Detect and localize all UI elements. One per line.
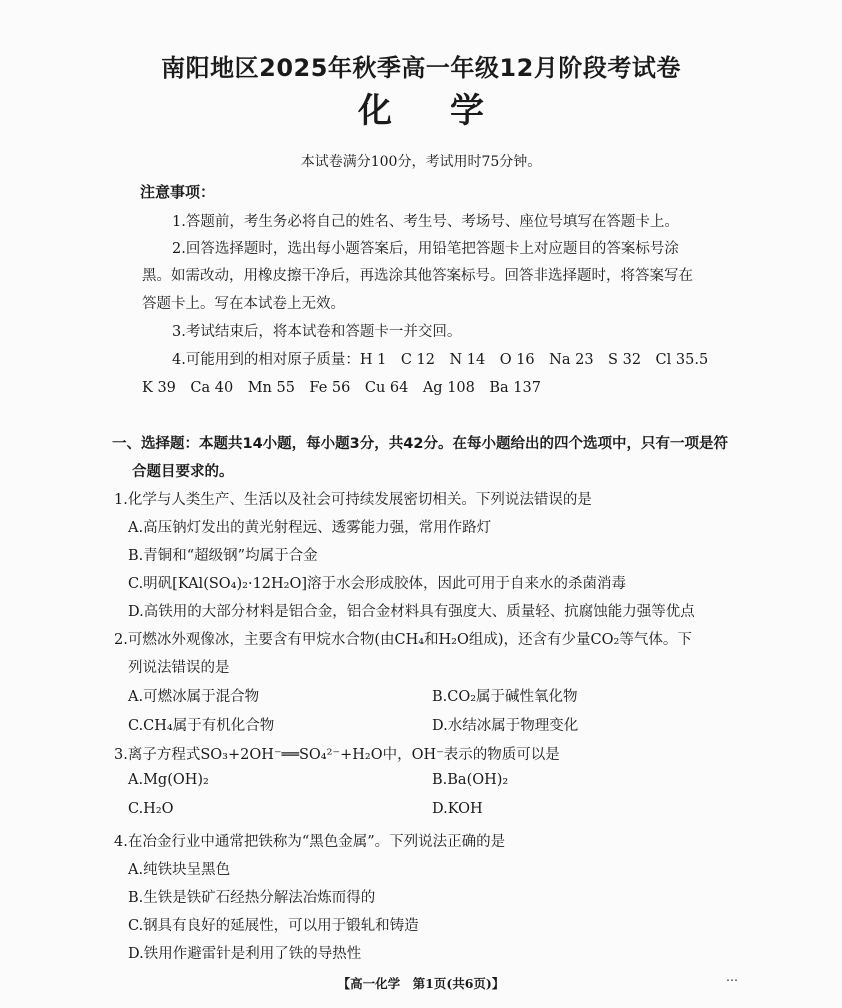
note-item: 1.答题前，考生务必将自己的姓名、考生号、考场号、座位号填写在答题卡上。: [172, 214, 679, 230]
question-stem: 1.化学与人类生产、生活以及社会可持续发展密切相关。下列说法错误的是: [114, 492, 592, 508]
option-b: B.生铁是铁矿石经热分解法冶炼而得的: [128, 890, 376, 906]
exam-title: 南阳地区2025年秋季高一年级12月阶段考试卷: [161, 54, 681, 82]
section-heading-cont: 合题目要求的。: [132, 464, 234, 480]
note-item: 答题卡上。写在本试卷上无效。: [142, 296, 345, 312]
question-stem: 3.离子方程式SO₃+2OH⁻══SO₄²⁻+H₂O中，OH⁻表示的物质可以是: [114, 747, 560, 763]
corner-mark: …: [726, 970, 738, 984]
option-b: B.CO₂属于碱性氧化物: [432, 689, 578, 705]
option-c: C.钢具有良好的延展性，可以用于锻轧和铸造: [128, 918, 419, 934]
option-c: C.明矾[KAl(SO₄)₂·12H₂O]溶于水会形成胶体，因此可用于自来水的杀菌消毒: [128, 576, 627, 592]
note-item: 黑。如需改动，用橡皮擦干净后，再选涂其他答案标号。回答非选择题时，将答案写在: [142, 268, 693, 284]
option-c: C.CH₄属于有机化合物: [128, 718, 275, 734]
section-heading: 一、选择题：本题共14小题，每小题3分，共42分。在每小题给出的四个选项中，只有一项是符: [112, 436, 728, 452]
option-d: D.高铁用的大部分材料是铝合金，铝合金材料具有强度大、质量轻、抗腐蚀能力强等优点: [128, 604, 695, 620]
option-b: B.青铜和“超级钢”均属于合金: [128, 548, 318, 564]
option-a: A.高压钠灯发出的黄光射程远、透雾能力强，常用作路灯: [128, 520, 492, 536]
question-stem: 2.可燃冰外观像冰，主要含有甲烷水合物(由CH₄和H₂O组成)，还含有少量CO₂等气体。下: [114, 632, 692, 648]
option-b: B.Ba(OH)₂: [432, 772, 509, 788]
option-d: D.水结冰属于物理变化: [432, 718, 579, 734]
option-a: A.Mg(OH)₂: [128, 772, 209, 788]
subject-title: 化学: [358, 91, 542, 131]
option-d: D.铁用作避雷针是利用了铁的导热性: [128, 946, 362, 962]
option-a: A.可燃冰属于混合物: [128, 689, 260, 705]
option-d: D.KOH: [432, 801, 483, 817]
note-item: 2.回答选择题时，选出每小题答案后，用铅笔把答题卡上对应题目的答案标号涂: [172, 241, 679, 257]
option-c: C.H₂O: [128, 801, 174, 817]
note-item: 4.可能用到的相对原子质量：H 1 C 12 N 14 O 16 Na 23 S 32 Cl 35.5: [172, 352, 709, 368]
question-stem-cont: 列说法错误的是: [128, 660, 230, 676]
note-item: 3.考试结束后，将本试卷和答题卡一并交回。: [172, 324, 462, 340]
note-item: K 39 Ca 40 Mn 55 Fe 56 Cu 64 Ag 108 Ba 137: [142, 380, 541, 396]
exam-info: 本试卷满分100分，考试用时75分钟。: [300, 154, 542, 170]
page-footer: 【高一化学 第1页(共6页)】: [337, 976, 505, 991]
notes-heading: 注意事项：: [140, 183, 216, 201]
option-a: A.纯铁块呈黑色: [128, 862, 231, 878]
question-stem: 4.在冶金行业中通常把铁称为“黑色金属”。下列说法正确的是: [114, 834, 506, 850]
